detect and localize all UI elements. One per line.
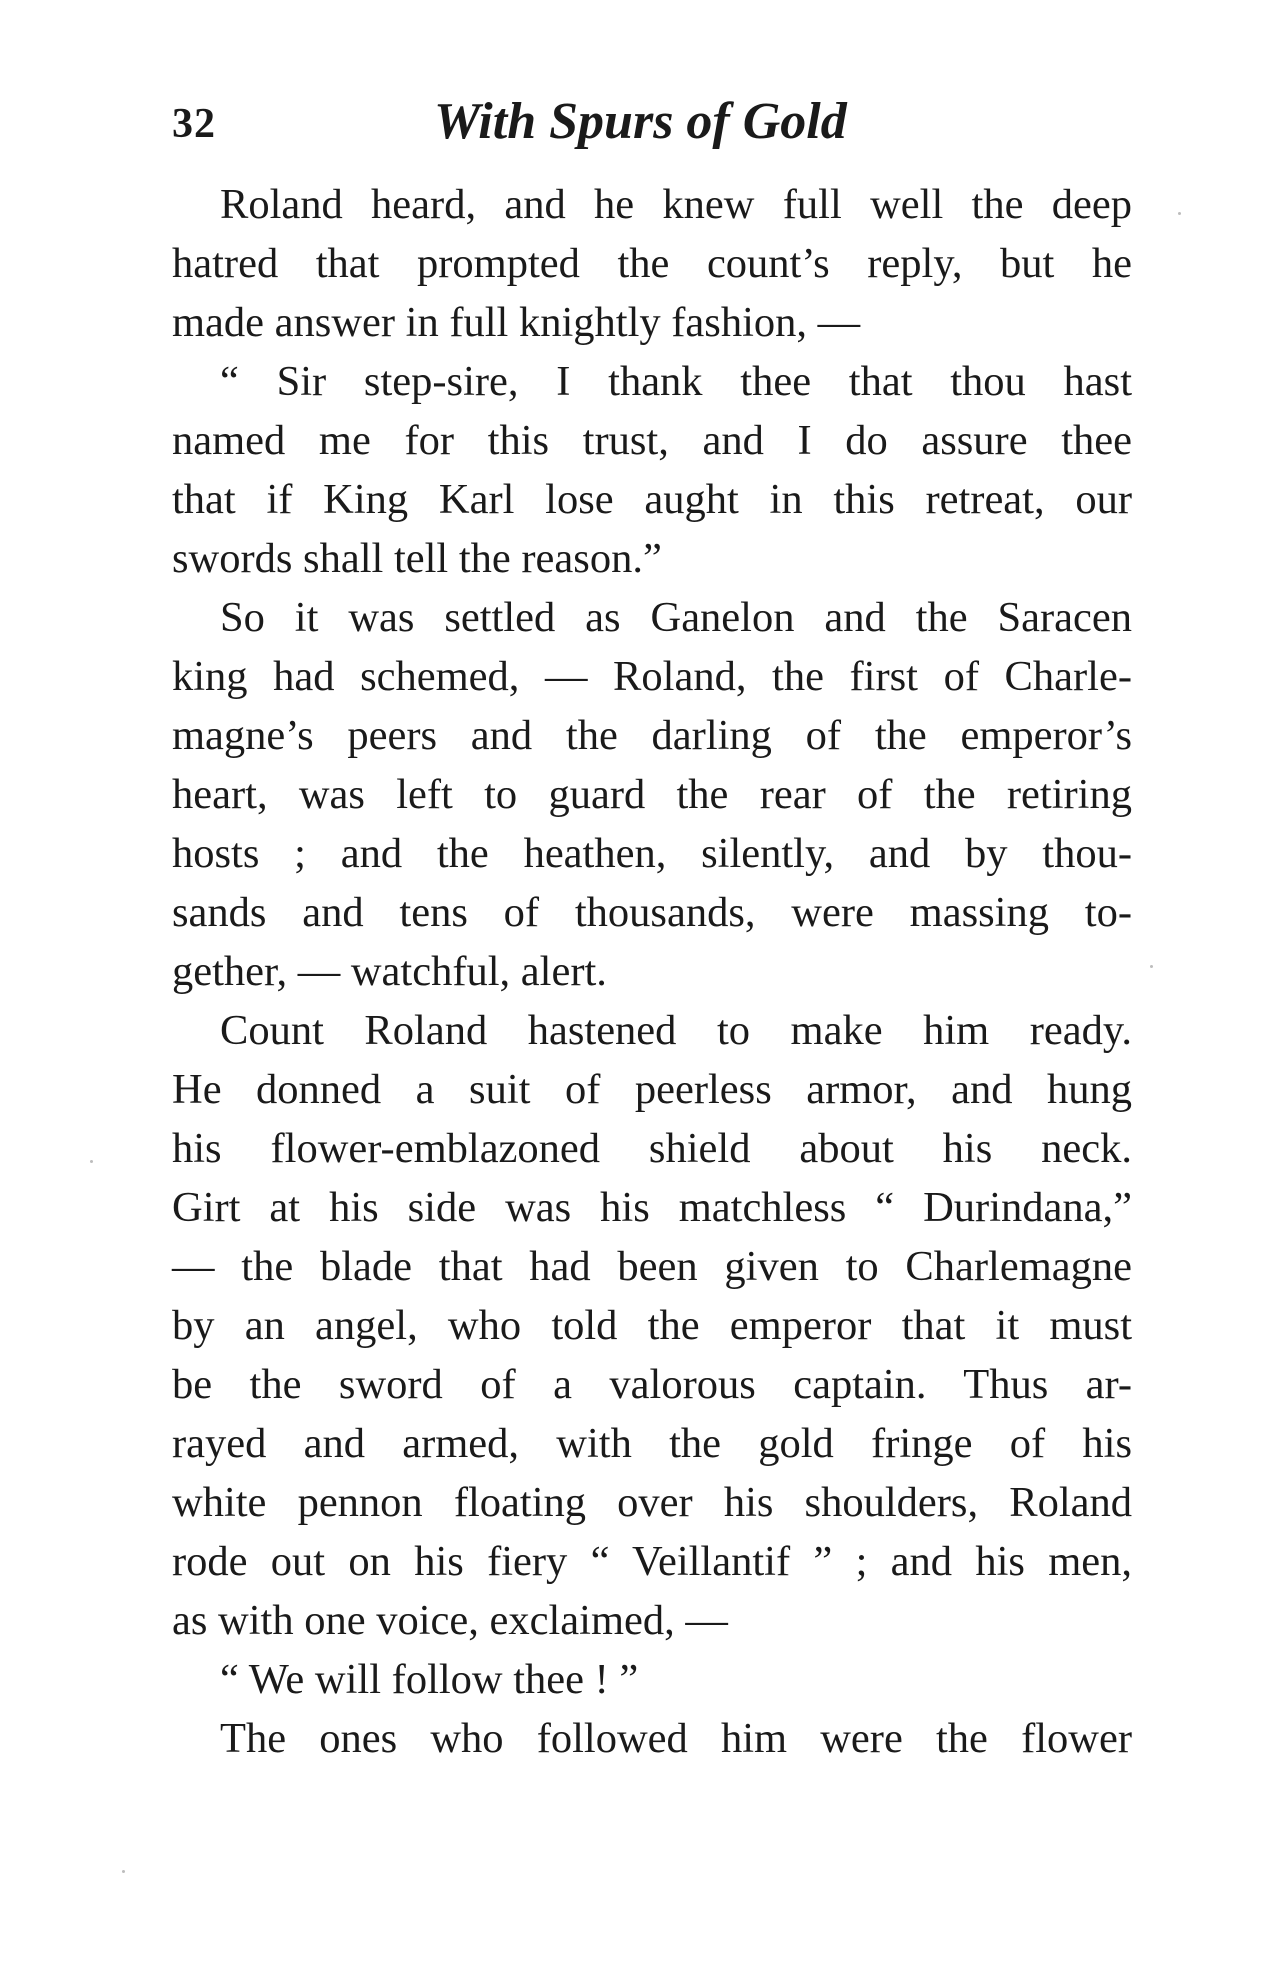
text-line: The ones who followed him were the flower [220,1715,1132,1762]
text-line: “ We will follow thee ! ” [220,1656,639,1703]
text-line: Girt at his side was his matchless “ Durindana,” [172,1184,1132,1231]
text-line: So it was settled as Ganelon and the Saracen [220,594,1132,641]
scan-speck [1150,965,1153,968]
text-line: He donned a suit of peerless armor, and hung [172,1066,1132,1113]
text-line: magne’s peers and the darling of the emperor’s [172,712,1132,759]
paragraph [172,588,1132,1001]
paragraph [172,1709,1132,1768]
text-line: named me for this trust, and I do assure thee [172,417,1132,464]
scan-speck [90,1160,93,1163]
page-number: 32 [172,101,216,147]
text-line: king had schemed, — Roland, the first of Charle- [172,653,1132,700]
text-line: white pennon floating over his shoulders, Roland [172,1479,1132,1526]
scan-speck [1178,212,1181,215]
text-line: hatred that prompted the count’s reply, but he [172,240,1132,287]
text-line: — the blade that had been given to Charlemagne [172,1243,1132,1290]
text-line: made answer in full knightly fashion, — [172,299,861,346]
text-line: as with one voice, exclaimed, — [172,1597,728,1644]
body-text [172,175,1132,1768]
text-line: by an angel, who told the emperor that it must [172,1302,1132,1349]
text-line: sands and tens of thousands, were massing to- [172,889,1132,936]
paragraph [172,1001,1132,1650]
page-header [172,92,1132,162]
paragraph [172,352,1132,588]
text-line: that if King Karl lose aught in this retreat, our [172,476,1132,523]
text-line: rode out on his fiery “ Veillantif ” ; and his men, [172,1538,1132,1585]
text-line: Roland heard, and he knew full well the deep [220,181,1132,228]
text-line: rayed and armed, with the gold fringe of his [172,1420,1132,1467]
paragraph [172,1650,1132,1709]
text-line: “ Sir step-sire, I thank thee that thou hast [220,358,1132,405]
text-line: his flower-emblazoned shield about his neck. [172,1125,1132,1172]
text-line: Count Roland hastened to make him ready. [220,1007,1132,1054]
text-line: swords shall tell the reason.” [172,535,662,582]
scan-speck [122,1870,125,1873]
running-title: With Spurs of Gold [434,93,847,150]
text-line: heart, was left to guard the rear of the retiring [172,771,1132,818]
text-line: be the sword of a valorous captain. Thus ar- [172,1361,1132,1408]
text-line: gether, — watchful, alert. [172,948,607,995]
paragraph [172,175,1132,352]
text-line: hosts ; and the heathen, silently, and by thou- [172,830,1132,877]
